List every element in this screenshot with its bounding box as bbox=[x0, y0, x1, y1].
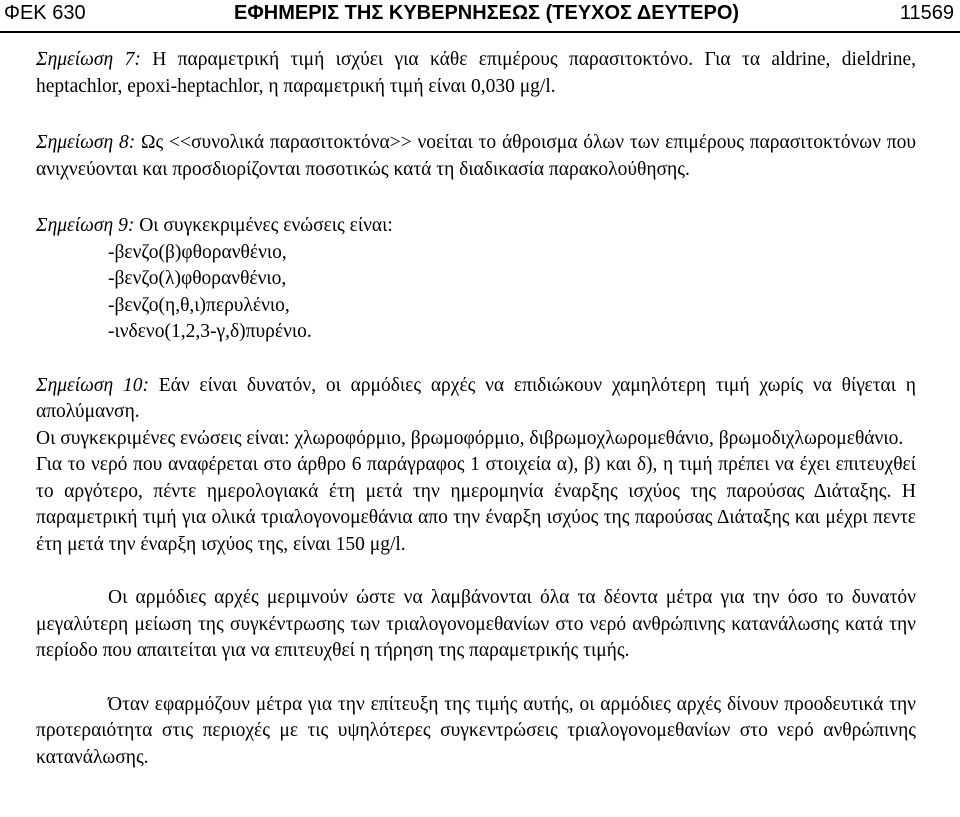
note-10-compounds: Οι συγκεκριμένες ενώσεις είναι: χλωροφόρμιο, βρωμοφόρμιο, διβρωμοχλωρομεθάνιο, βρωμοδιχλωρομεθάνιο. bbox=[36, 427, 904, 449]
note-7-label: Σημείωση 7: bbox=[36, 49, 141, 70]
compound-list bbox=[36, 240, 916, 346]
note-9 bbox=[36, 213, 916, 240]
note-8 bbox=[36, 130, 916, 183]
list-item: -βενζο(λ)φθορανθένιο, bbox=[108, 268, 287, 289]
issue-number: ΦΕΚ 630 bbox=[4, 2, 86, 24]
note-7-text: Η παραμετρική τιμή ισχύει για κάθε επιμέρους παρασιτοκτόνο. Για τα aldrine, dieldrine, heptachlor, epoxi-heptachlor, η παραμετρική τιμή είναι 0,030 μg/l. bbox=[36, 49, 916, 97]
note-10-label: Σημείωση 10: bbox=[36, 374, 149, 396]
paragraph-measures: Οι αρμόδιες αρχές μεριμνούν ώστε να λαμβάνονται όλα τα δέοντα μέτρα για την όσο το δυνατόν μεγαλύτερη μείωση της συγκέντρωσης των τριαλογονομεθανίων στο νερό ανθρώπινης κατανάλωσης κατά την περίοδο που απαιτείται για να επιτευχθεί η τήρηση της παραμετρικής τιμής. bbox=[36, 587, 916, 661]
list-item: -βενζο(η,θ,ι)περυλένιο, bbox=[108, 294, 290, 316]
note-10 bbox=[36, 373, 916, 426]
spacer bbox=[36, 558, 916, 585]
page-number: 11569 bbox=[899, 2, 954, 24]
spacer bbox=[36, 665, 916, 692]
gazette-title: ΕΦΗΜΕΡΙΣ ΤΗΣ ΚΥΒΕΡΝΗΣΕΩΣ (ΤΕΥΧΟΣ ΔΕΥΤΕΡΟ) bbox=[234, 2, 740, 24]
note-10-water: Για το νερό που αναφέρεται στο άρθρο 6 παράγραφος 1 στοιχεία α), β) και δ), η τιμή πρέπει να έχει επιτευχθεί το αργότερο, πέντε ημερολογιακά έτη μετά την ημερομηνία έναρξης ισχύος της παρούσας Διάταξης. Η παραμετρική τιμή για ολικά τριαλογονομεθάνια απο την έναρξη ισχύος της παρούσας Διάταξης και μέχρι πεντε έτη μετά την έναρξη ισχύος της, είναι 150 μg/l. bbox=[36, 454, 916, 555]
list-item: -βενζο(β)φθορανθένιο, bbox=[108, 241, 287, 263]
list-item: -ινδενο(1,2,3-γ,δ)πυρένιο. bbox=[108, 321, 312, 342]
note-10-text: Εάν είναι δυνατόν, οι αρμόδιες αρχές να επιδιώκουν χαμηλότερη τιμή χωρίς να θίγεται η απολύμανση. bbox=[36, 374, 916, 422]
note-9-label: Σημείωση 9: bbox=[36, 215, 135, 236]
page-header bbox=[0, 0, 960, 30]
paragraph-priority: Όταν εφαρμόζουν μέτρα για την επίτευξη της τιμής αυτής, οι αρμόδιες αρχές δίνουν προοδευτικά την προτεραιότητα στις περιοχές με τις υψηλότερες συγκεντρώσεις τριαλογονομεθανίων στο νερό ανθρώπινης κατανάλωσης. bbox=[36, 693, 916, 768]
header-rule bbox=[0, 31, 960, 33]
note-8-label: Σημείωση 8: bbox=[36, 132, 136, 153]
document-body bbox=[36, 47, 916, 771]
note-7 bbox=[36, 47, 916, 100]
note-9-text: Οι συγκεκριμένες ενώσεις είναι: bbox=[134, 215, 393, 236]
note-8-text: Ως <<συνολικά παρασιτοκτόνα>> νοείται το άθροισμα όλων των επιμέρους παρασιτοκτόνων που ανιχνεύονται και προσδιορίζονται ποσοτικώς κατά τη διαδικασία παρακολούθησης. bbox=[36, 132, 916, 180]
